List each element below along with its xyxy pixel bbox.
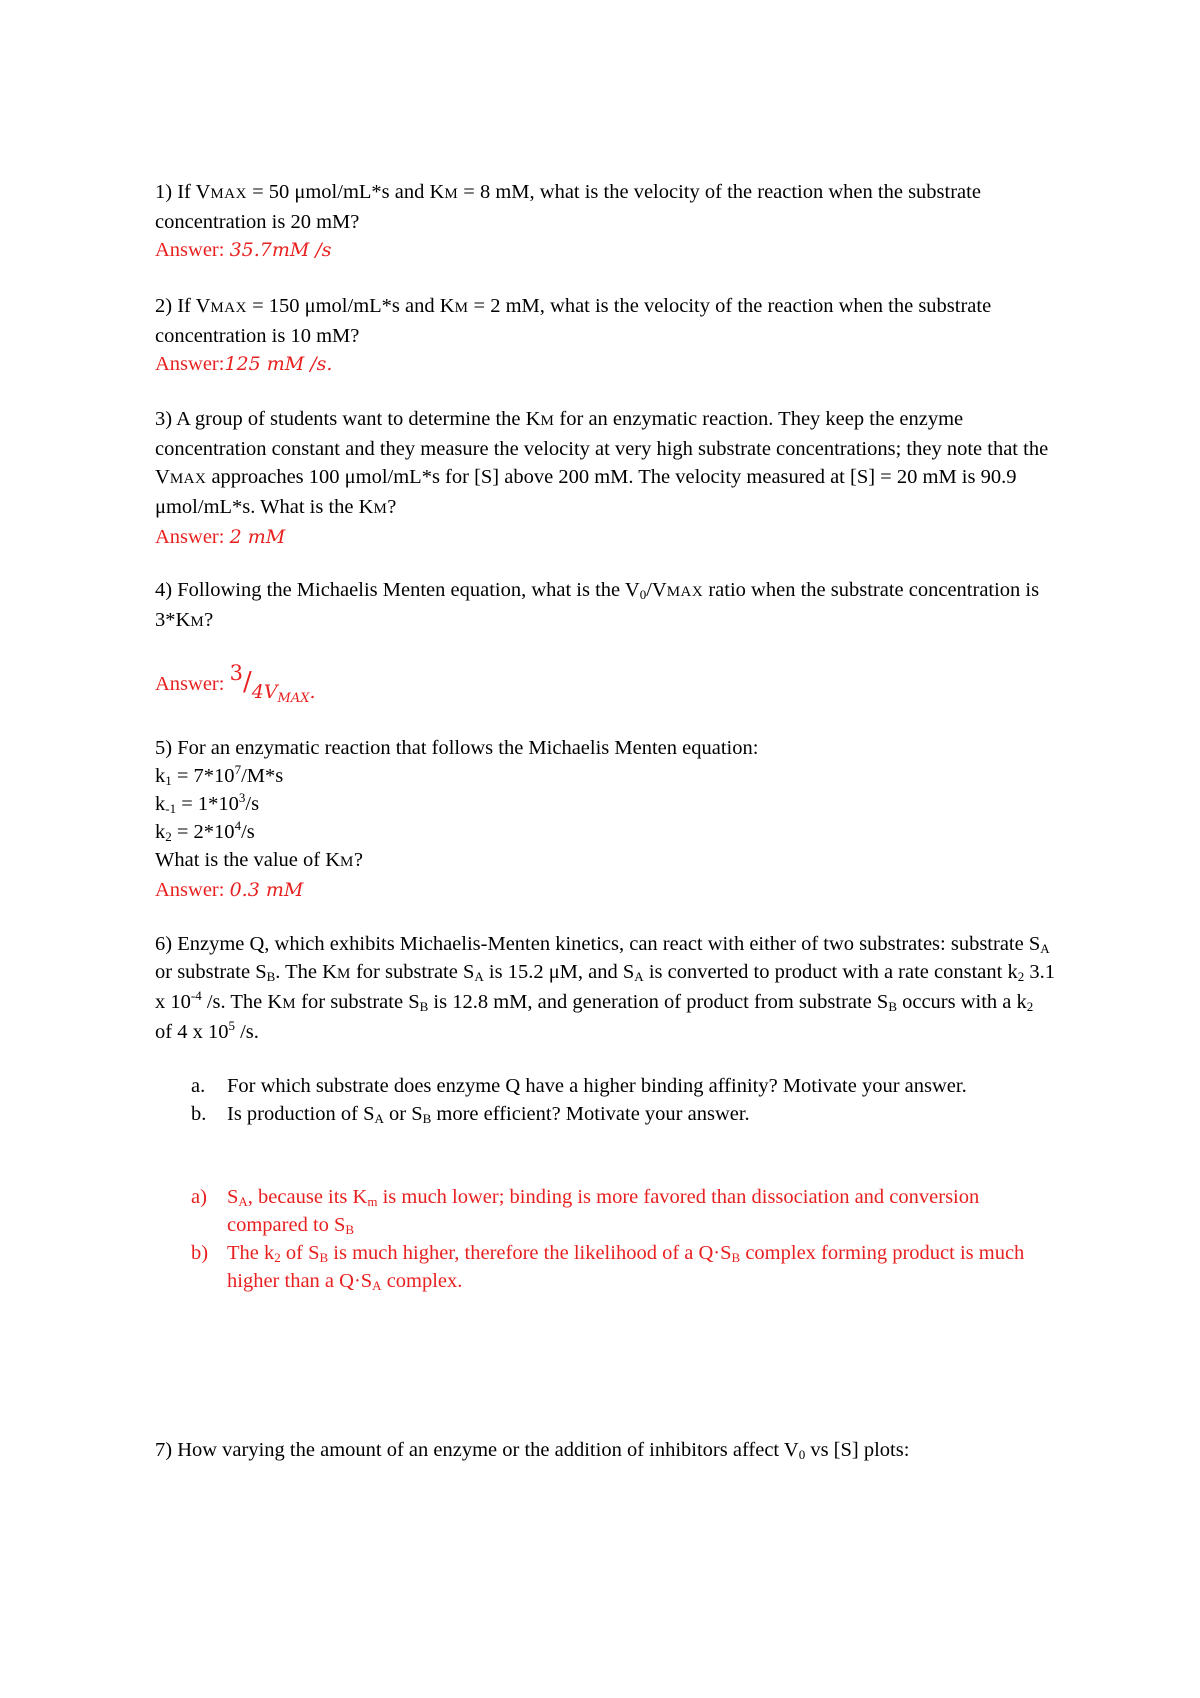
q1-text: 1) If V [155,181,211,203]
q3-text: for an enzymatic reaction. They keep the enzyme concentration constant and they measure the velocity at very high substrate concentrations; they note that the V [155,408,1049,488]
q2-text: = 150 μmol/mL*s and K [246,295,455,317]
q2-text: 2) If V [155,295,211,317]
km-subscript: M [540,413,555,429]
q4-text: 4) Following the Michaelis Menten equation, what is the V [155,579,640,601]
subquestion-text: For which substrate does enzyme Q have a higher binding affinity? Motivate your answer. [227,1075,967,1097]
q7-text: vs [S] plots: [805,1439,910,1461]
q7-text: 7) How varying the amount of an enzyme or the addition of inhibitors affect V [155,1439,799,1461]
q3-text: ? [387,496,397,518]
answer-fraction-slash: / [242,667,252,697]
answer-fraction-numerator: 3 [229,661,243,685]
answer-text: of S [280,1242,320,1264]
answer-fraction-denominator [251,681,316,706]
answer-label: Answer: [155,879,230,901]
k1-subscript: 1 [165,773,172,788]
answer-text: is much lower; binding is more favored than dissociation and conversion compared to S [227,1186,980,1236]
sb-subscript: B [319,1250,329,1265]
list-marker: b. [191,1103,207,1125]
answer-den-end: . [309,681,316,703]
list-marker: a) [191,1186,207,1208]
q3-text: approaches 100 μmol/mL*s for [S] above 200 mM. The velocity measured at [S] = 20 mM is 90.9 μmol/mL*s. What is the K [155,466,1017,518]
q6-text: is 15.2 μM, and S [483,961,635,983]
answer-label: Answer: [155,526,230,548]
sa-subscript: A [1040,941,1050,956]
q2-answer [155,353,332,375]
q6-text: 6) Enzyme Q, which exhibits Michaelis-Menten kinetics, can react with either of two substrates: substrate S [155,933,1041,955]
answer-den-subscript: MAX [277,691,310,706]
km-subscript: M [340,854,354,870]
q4-text: /V [646,579,667,601]
q3-answer [155,526,285,548]
km-subscript: M [454,300,469,316]
q5-ask: What is the value of K [155,849,341,871]
answer-value: 125 mM /s. [224,353,333,375]
answer-label: Answer: [155,353,225,375]
k2-value: = 2*10 [171,821,235,843]
q1-text: = 50 μmol/mL*s and K [246,181,445,203]
q6-text: . The K [275,961,337,983]
q3-text: 3) A group of students want to determine the K [155,408,541,430]
k2-subscript: 2 [165,829,172,844]
list-marker: b) [191,1242,209,1264]
q6-text: is converted to product with a rate constant k [643,961,1018,983]
km-subscript: M [373,501,388,517]
km1-unit: /s [245,793,260,815]
km-subscript: M [282,996,297,1012]
q4-answer [155,661,1055,706]
km-subscript: M [336,966,351,982]
q4-text: ? [204,609,214,631]
km-subscript: M [444,186,459,202]
q6-text: occurs with a k [896,991,1027,1013]
answer-text: is much higher, therefore the likelihood of a Q·S [328,1242,732,1264]
question-5 [155,734,1055,904]
q2-text: = 2 mM, what is the velocity of the reaction when the substrate concentration is 10 mM? [155,295,992,347]
sa-subscript: A [238,1194,248,1209]
answer-den-text: 4V [251,681,278,703]
answer-text: complex. [381,1270,463,1292]
km-subscript: M [190,614,205,630]
k1-exponent: 7 [234,762,242,777]
k1-label: k [155,765,166,787]
question-2 [155,292,1055,378]
answer-b [155,1239,1055,1295]
km1-label: k [155,793,166,815]
q6-text: /s. [234,1021,259,1043]
q6-text: is 12.8 mM, and generation of product from substrate S [428,991,889,1013]
q6-text: /s. The K [201,991,283,1013]
question-4 [155,576,1055,636]
sb-subscript: B [422,1111,432,1126]
q6-text: for substrate S [296,991,420,1013]
q5-ask-end: ? [353,849,363,871]
q6-text: 3.1 x 10 [155,961,1055,1013]
subquestion-a [155,1072,1055,1100]
q6-text: of 4 x 10 [155,1021,229,1043]
km-subscript: m [367,1194,378,1209]
sb-subscript: B [345,1222,355,1237]
answer-value: 35.7mM /s [229,239,332,261]
sa-subscript: A [474,969,484,984]
k2-label: k [155,821,166,843]
k1-value: = 7*10 [171,765,235,787]
km1-exponent: 3 [238,790,246,805]
answer-label: Answer: [155,673,230,695]
answer-a [155,1183,1055,1239]
q6-answers [155,1183,1055,1295]
answer-text: S [227,1186,239,1208]
question-1 [155,178,1055,264]
q5-text: 5) For an enzymatic reaction that follows the Michaelis Menten equation: [155,737,759,759]
q4-text: ratio when the substrate concentration is 3*K [155,579,1040,631]
subquestion-b [155,1100,1055,1128]
list-marker: a. [191,1075,206,1097]
vmax-subscript: MAX [169,471,207,487]
q6-subquestions [155,1072,1055,1128]
sb-subscript: B [731,1250,741,1265]
v0-subscript: 0 [798,1447,806,1462]
vmax-subscript: MAX [210,186,247,202]
sa-subscript: A [374,1111,384,1126]
k2-subscript: 2 [274,1250,281,1265]
v0-subscript: 0 [639,587,647,602]
k2-subscript: 2 [1017,969,1025,984]
answer-text: complex forming product is much higher than a Q·S [227,1242,1025,1292]
vmax-subscript: MAX [666,584,704,600]
subquestion-text: more efficient? Motivate your answer. [431,1103,750,1125]
sb-subscript: B [888,999,897,1014]
q6-text: or substrate S [155,961,267,983]
sb-subscript: B [266,969,276,984]
q1-answer [155,239,332,261]
answer-text: The k [227,1242,275,1264]
sa-subscript: A [372,1278,382,1293]
exponent: -4 [190,988,202,1003]
answer-label: Answer: [155,239,230,261]
q6-text: for substrate S [350,961,475,983]
question-7 [155,1436,1055,1464]
subquestion-text: Is production of S [227,1103,375,1125]
exponent: 5 [228,1018,235,1033]
sa-subscript: A [634,969,644,984]
answer-value: 2 mM [229,526,286,548]
question-6 [155,930,1055,1046]
sb-subscript: B [419,999,429,1014]
answer-text: , because its K [247,1186,368,1208]
q5-answer [155,879,303,901]
q1-text: = 8 mM, what is the velocity of the reaction when the substrate concentration is 20 mM? [155,181,981,233]
k2-unit: /s [241,821,255,843]
k1-unit: /M*s [241,765,284,787]
answer-value: 0.3 mM [229,879,304,901]
subquestion-text: or S [383,1103,423,1125]
question-3 [155,405,1055,551]
k2-exponent: 4 [234,818,242,833]
km1-value: = 1*10 [176,793,239,815]
vmax-subscript: MAX [210,300,247,316]
k2-subscript: 2 [1026,999,1034,1014]
km1-subscript: -1 [165,801,177,816]
